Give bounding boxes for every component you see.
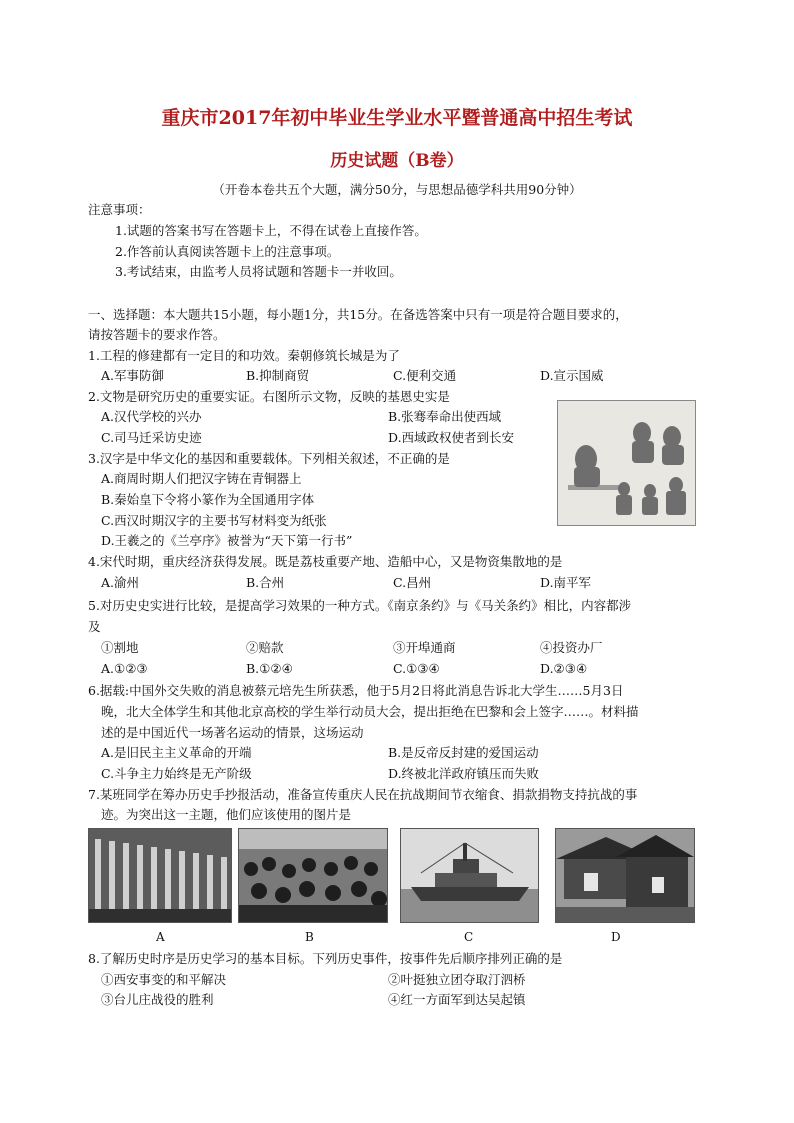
option: B.抑制商贸 <box>246 368 310 383</box>
option: C.西汉时期汉字的主要书写材料变为纸张 <box>101 513 327 528</box>
question-stem: 8.了解历史时序是历史学习的基本目标。下列历史事件，按事件先后顺序排列正确的是 <box>88 951 563 966</box>
option: B.①②④ <box>246 661 293 676</box>
option: A.汉代学校的兴办 <box>101 409 202 424</box>
exam-subtitle: 历史试题（B卷） <box>330 151 464 171</box>
notice-item: 3.考试结束，由监考人员将试题和答题卡一并收回。 <box>115 264 402 279</box>
photo-option-a <box>88 828 232 923</box>
option: D.西域政权使者到长安 <box>388 430 515 445</box>
question-stem: 述的是中国近代一场著名运动的情景，这场运动 <box>101 725 364 740</box>
option: A.渝州 <box>101 575 140 590</box>
option: C.斗争主力始终是无产阶级 <box>101 766 252 781</box>
option: A.商周时期人们把汉字铸在青铜器上 <box>101 471 302 486</box>
option: C.昌州 <box>393 575 432 590</box>
option: C.司马迁采访史迹 <box>101 430 202 445</box>
statement-item: ④投资办厂 <box>540 640 603 655</box>
question-stem: 及 <box>88 619 101 634</box>
photo-label: A <box>156 930 165 944</box>
question-stem: 5.对历史史实进行比较，是提高学习效果的一种方式。《南京条约》与《马关条约》相比，内容都涉 <box>88 598 632 613</box>
question-stem: 3.汉字是中华文化的基因和重要载体。下列相关叙述，不正确的是 <box>88 451 450 466</box>
option: B.合州 <box>246 575 285 590</box>
statement-item: ②叶挺独立团夺取汀泗桥 <box>388 972 526 987</box>
section-instruction: 请按答题卡的要求作答。 <box>88 327 226 342</box>
photo-option-c <box>400 828 539 923</box>
exam-title: 重庆市2017年初中毕业生学业水平暨普通高中招生考试 <box>161 107 633 129</box>
notice-item: 2.作答前认真阅读答题卡上的注意事项。 <box>115 244 340 259</box>
statement-item: ③开埠通商 <box>393 640 456 655</box>
exam-note: （开卷本卷共五个大题，满分50分，与思想品德学科共用90分钟） <box>212 182 582 197</box>
option: A.是旧民主主义革命的开端 <box>101 745 252 760</box>
option: D.终被北洋政府镇压而失败 <box>388 766 540 781</box>
option: B.秦始皇下令将小篆作为全国通用字体 <box>101 492 315 507</box>
option: D.宣示国威 <box>540 368 604 383</box>
option: B.是反帝反封建的爱国运动 <box>388 745 539 760</box>
photo-option-b <box>238 828 388 923</box>
statement-item: ②赔款 <box>246 640 284 655</box>
question-stem: 2.文物是研究历史的重要实证。右图所示文物，反映的基恩史实是 <box>88 389 450 404</box>
statement-item: ①西安事变的和平解决 <box>101 972 227 987</box>
question-stem: 1.工程的修建都有一定目的和功效。秦朝修筑长城是为了 <box>88 348 400 363</box>
option: B.张骞奉命出使西域 <box>388 409 502 424</box>
notice-heading: 注意事项： <box>88 202 151 217</box>
question-stem: 7.某班同学在筹办历史手抄报活动，准备宣传重庆人民在抗战期间节衣缩食、捐款捐物支持抗战的事 <box>88 787 638 802</box>
question-stem: 迹。为突出这一主题，他们应该使用的图片是 <box>101 807 352 822</box>
section-instruction: 一、选择题：本大题共15小题，每小题1分，共15分。在备选答案中只有一项是符合题目要求的， <box>88 307 628 322</box>
option: D.王羲之的《兰亭序》被誉为“天下第一行书” <box>101 533 353 548</box>
notice-item: 1.试题的答案书写在答题卡上，不得在试卷上直接作答。 <box>115 223 427 238</box>
option: D.②③④ <box>540 661 588 676</box>
photo-option-d <box>555 828 695 923</box>
statement-item: ④红一方面军到达吴起镇 <box>388 992 526 1007</box>
photo-label: B <box>305 930 314 944</box>
option: C.①③④ <box>393 661 440 676</box>
question-stem: 6.据载:中国外交失败的消息被蔡元培先生所获悉，他于5月2日将此消息告诉北大学生……5月3日 <box>88 683 624 698</box>
statement-item: ①割地 <box>101 640 139 655</box>
option: A.①②③ <box>101 661 148 676</box>
photo-label: D <box>611 930 621 944</box>
artifact-relief-image <box>557 400 696 526</box>
photo-label: C <box>464 930 474 944</box>
option: D.南平军 <box>540 575 592 590</box>
option: A.军事防御 <box>101 368 165 383</box>
option: C.便利交通 <box>393 368 457 383</box>
statement-item: ③台儿庄战役的胜利 <box>101 992 214 1007</box>
question-stem: 4.宋代时期，重庆经济获得发展。既是荔枝重要产地、造船中心，又是物资集散地的是 <box>88 554 563 569</box>
question-stem: 晚，北大全体学生和其他北京高校的学生举行动员大会，提出拒绝在巴黎和会上签字……。材料描 <box>101 704 639 719</box>
